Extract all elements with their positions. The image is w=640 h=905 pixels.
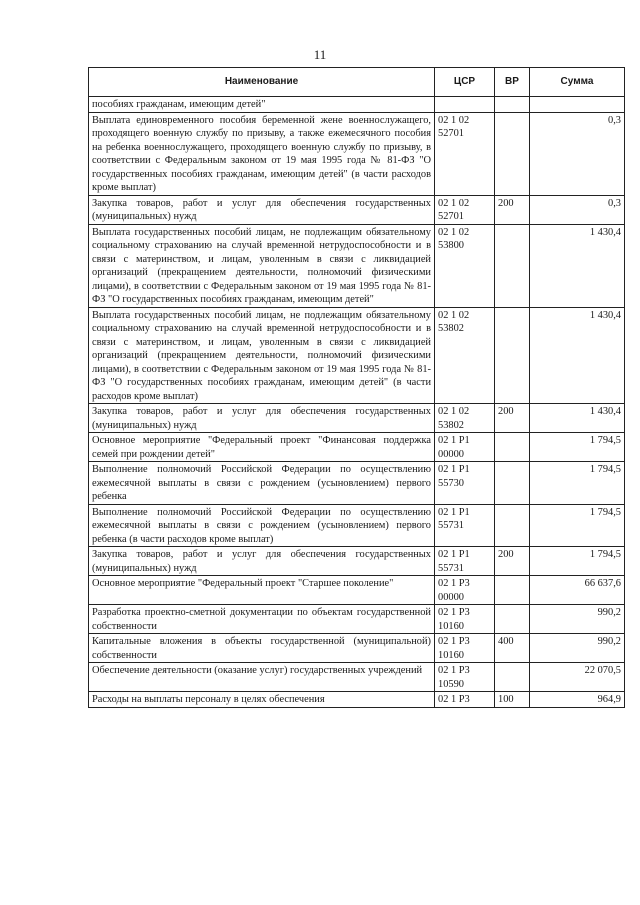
cell-name: Закупка товаров, работ и услуг для обеспечения государственных (муниципальных) нужд bbox=[89, 195, 435, 224]
table-row bbox=[89, 307, 625, 404]
cell-sum: 22 070,5 bbox=[530, 663, 625, 692]
cell-csr: 02 1 P3 bbox=[435, 692, 495, 708]
cell-sum: 1 794,5 bbox=[530, 504, 625, 547]
cell-name: Основное мероприятие "Федеральный проект "Старшее поколение" bbox=[89, 576, 435, 605]
cell-vr bbox=[495, 307, 530, 404]
table-row bbox=[89, 504, 625, 547]
cell-vr bbox=[495, 576, 530, 605]
cell-name: Выплата государственных пособий лицам, не подлежащим обязательному социальному страхованию на случай временной нетрудоспособности и в связи с материнством, и лицам, уволенным в связи с ликвидацией организаций (прекращением деятельности, полномочий физическими лицами), в соответствии с Федеральным законом от 19 мая 1995 года № 81-ФЗ "О государственных пособиях гражданам, имеющим детей" bbox=[89, 224, 435, 307]
cell-name: пособиях гражданам, имеющим детей" bbox=[89, 97, 435, 113]
header-sum: Сумма bbox=[530, 68, 625, 97]
table-row bbox=[89, 195, 625, 224]
cell-csr: 02 1 P3 10590 bbox=[435, 663, 495, 692]
cell-vr bbox=[495, 462, 530, 505]
table-row bbox=[89, 462, 625, 505]
cell-name: Расходы на выплаты персоналу в целях обеспечения bbox=[89, 692, 435, 708]
table-row bbox=[89, 433, 625, 462]
table-row bbox=[89, 547, 625, 576]
cell-vr: 200 bbox=[495, 404, 530, 433]
table-row bbox=[89, 605, 625, 634]
cell-csr: 02 1 P1 55731 bbox=[435, 547, 495, 576]
cell-csr bbox=[435, 97, 495, 113]
budget-table bbox=[88, 67, 625, 708]
cell-sum: 66 637,6 bbox=[530, 576, 625, 605]
cell-name: Закупка товаров, работ и услуг для обеспечения государственных (муниципальных) нужд bbox=[89, 404, 435, 433]
cell-vr: 400 bbox=[495, 634, 530, 663]
cell-name: Разработка проектно-сметной документации по объектам государственной собственности bbox=[89, 605, 435, 634]
table-row bbox=[89, 634, 625, 663]
cell-vr bbox=[495, 663, 530, 692]
cell-csr: 02 1 02 53800 bbox=[435, 224, 495, 307]
table-row bbox=[89, 692, 625, 708]
cell-sum: 1 794,5 bbox=[530, 462, 625, 505]
cell-sum: 990,2 bbox=[530, 605, 625, 634]
table-row bbox=[89, 663, 625, 692]
cell-csr: 02 1 02 52701 bbox=[435, 112, 495, 195]
cell-csr: 02 1 02 53802 bbox=[435, 307, 495, 404]
cell-csr: 02 1 02 52701 bbox=[435, 195, 495, 224]
page-number: 11 bbox=[313, 47, 327, 62]
table-row bbox=[89, 404, 625, 433]
cell-sum: 990,2 bbox=[530, 634, 625, 663]
cell-sum: 1 430,4 bbox=[530, 404, 625, 433]
cell-vr bbox=[495, 224, 530, 307]
cell-name: Основное мероприятие "Федеральный проект "Финансовая поддержка семей при рождении детей" bbox=[89, 433, 435, 462]
cell-sum: 0,3 bbox=[530, 195, 625, 224]
cell-csr: 02 1 P3 00000 bbox=[435, 576, 495, 605]
cell-sum: 0,3 bbox=[530, 112, 625, 195]
table-header-row bbox=[89, 68, 625, 97]
cell-sum: 1 430,4 bbox=[530, 224, 625, 307]
cell-name: Закупка товаров, работ и услуг для обеспечения государственных (муниципальных) нужд bbox=[89, 547, 435, 576]
cell-csr: 02 1 P3 10160 bbox=[435, 605, 495, 634]
cell-name: Выплата государственных пособий лицам, не подлежащим обязательному социальному страхованию на случай временной нетрудоспособности и в связи с материнством, и лицам, уволенным в связи с ликвидацией организаций (прекращением деятельности, полномочий физическими лицами), в соответствии с Федеральным законом от 19 мая 1995 года № 81-ФЗ "О государственных пособиях гражданам, имеющим детей" (в части расходов кроме выплат) bbox=[89, 307, 435, 404]
header-csr: ЦСР bbox=[435, 68, 495, 97]
cell-vr: 200 bbox=[495, 547, 530, 576]
cell-sum: 1 430,4 bbox=[530, 307, 625, 404]
cell-csr: 02 1 P3 10160 bbox=[435, 634, 495, 663]
header-vr: ВР bbox=[495, 68, 530, 97]
table-row bbox=[89, 576, 625, 605]
cell-sum: 1 794,5 bbox=[530, 547, 625, 576]
cell-csr: 02 1 P1 55730 bbox=[435, 462, 495, 505]
table-row bbox=[89, 97, 625, 113]
cell-name: Выполнение полномочий Российской Федерации по осуществлению ежемесячной выплаты в связи с рождением (усыновлением) первого ребенка (в части расходов кроме выплат) bbox=[89, 504, 435, 547]
cell-name: Обеспечение деятельности (оказание услуг) государственных учреждений bbox=[89, 663, 435, 692]
table-row bbox=[89, 112, 625, 195]
table-row bbox=[89, 224, 625, 307]
cell-vr bbox=[495, 504, 530, 547]
cell-sum: 964,9 bbox=[530, 692, 625, 708]
cell-csr: 02 1 P1 55731 bbox=[435, 504, 495, 547]
cell-csr: 02 1 02 53802 bbox=[435, 404, 495, 433]
cell-name: Выплата единовременного пособия беременной жене военнослужащего, проходящего военную службу по призыву, а также ежемесячного пособия на ребенка военнослужащего, проходящего военную службу по призыву, в соответствии с Федеральным законом от 19 мая 1995 года № 81-ФЗ "О государственных пособиях гражданам, имеющим детей" (в части расходов кроме выплат) bbox=[89, 112, 435, 195]
cell-sum bbox=[530, 97, 625, 113]
cell-name: Выполнение полномочий Российской Федерации по осуществлению ежемесячной выплаты в связи с рождением (усыновлением) первого ребенка bbox=[89, 462, 435, 505]
cell-vr bbox=[495, 97, 530, 113]
cell-vr bbox=[495, 433, 530, 462]
cell-vr: 200 bbox=[495, 195, 530, 224]
cell-vr: 100 bbox=[495, 692, 530, 708]
header-name: Наименование bbox=[89, 68, 435, 97]
cell-vr bbox=[495, 605, 530, 634]
cell-sum: 1 794,5 bbox=[530, 433, 625, 462]
cell-csr: 02 1 P1 00000 bbox=[435, 433, 495, 462]
cell-name: Капитальные вложения в объекты государственной (муниципальной) собственности bbox=[89, 634, 435, 663]
cell-vr bbox=[495, 112, 530, 195]
